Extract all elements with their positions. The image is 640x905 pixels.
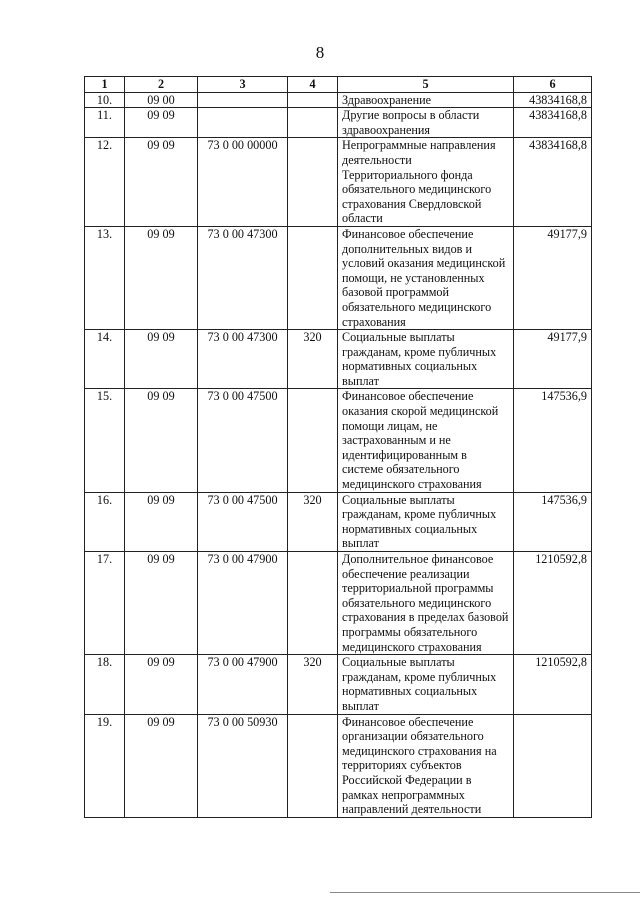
expense-kind-code: 320 [288,330,338,389]
target-code [198,108,288,138]
header-col-1: 1 [85,77,125,93]
amount: 49177,9 [514,330,592,389]
row-number: 11. [85,108,125,138]
amount: 1210592,8 [514,552,592,655]
table-row [85,108,592,138]
target-code: 73 0 00 47900 [198,655,288,714]
header-col-2: 2 [125,77,198,93]
amount: 43834168,8 [514,92,592,108]
row-number: 18. [85,655,125,714]
amount [514,714,592,817]
expense-kind-code [288,389,338,492]
item-name: Другие вопросы в области здравоохранения [338,108,514,138]
row-number: 14. [85,330,125,389]
section-code: 09 09 [125,226,198,329]
table-row [85,552,592,655]
amount: 1210592,8 [514,655,592,714]
table-row [85,389,592,492]
amount: 43834168,8 [514,138,592,227]
row-number: 16. [85,492,125,551]
item-name: Здравоохранение [338,92,514,108]
expense-kind-code: 320 [288,655,338,714]
item-name: Социальные выплаты гражданам, кроме публичных нормативных социальных выплат [338,492,514,551]
target-code: 73 0 00 47900 [198,552,288,655]
expense-kind-code [288,714,338,817]
row-number: 19. [85,714,125,817]
header-col-4: 4 [288,77,338,93]
header-col-5: 5 [338,77,514,93]
table-row [85,330,592,389]
target-code: 73 0 00 47300 [198,226,288,329]
section-code: 09 09 [125,655,198,714]
page-number: 8 [315,43,325,62]
item-name: Финансовое обеспечение организации обязательного медицинского страхования на территориях субъектов Российской Федерации в рамках непрограммных направлений деятельности [338,714,514,817]
target-code: 73 0 00 47300 [198,330,288,389]
item-name: Социальные выплаты гражданам, кроме публичных нормативных социальных выплат [338,330,514,389]
section-code: 09 09 [125,138,198,227]
target-code: 73 0 00 47500 [198,492,288,551]
section-code: 09 09 [125,108,198,138]
table-row [85,226,592,329]
table-row [85,655,592,714]
target-code: 73 0 00 50930 [198,714,288,817]
target-code: 73 0 00 47500 [198,389,288,492]
scan-edge-line [330,892,640,893]
expense-kind-code [288,92,338,108]
section-code: 09 00 [125,92,198,108]
section-code: 09 09 [125,389,198,492]
budget-table [84,76,592,818]
expense-kind-code [288,108,338,138]
target-code: 73 0 00 00000 [198,138,288,227]
table-header-row [85,77,592,93]
expense-kind-code [288,226,338,329]
row-number: 10. [85,92,125,108]
target-code [198,92,288,108]
section-code: 09 09 [125,552,198,655]
section-code: 09 09 [125,714,198,817]
section-code: 09 09 [125,330,198,389]
expense-kind-code [288,552,338,655]
header-col-3: 3 [198,77,288,93]
item-name: Дополнительное финансовое обеспечение реализации территориальной программы обязательного медицинского страхования в пределах базовой программы обязательного медицинского страхования [338,552,514,655]
section-code: 09 09 [125,492,198,551]
expense-kind-code [288,138,338,227]
item-name: Финансовое обеспечение дополнительных видов и условий оказания медицинской помощи, не установленных базовой программой обязательного медицинского страхования [338,226,514,329]
row-number: 13. [85,226,125,329]
row-number: 17. [85,552,125,655]
table-row [85,138,592,227]
item-name: Непрограммные направления деятельности Территориального фонда обязательного медицинского страхования Свердловской области [338,138,514,227]
row-number: 15. [85,389,125,492]
amount: 147536,9 [514,492,592,551]
row-number: 12. [85,138,125,227]
amount: 49177,9 [514,226,592,329]
item-name: Финансовое обеспечение оказания скорой медицинской помощи лицам, не застрахованным и не идентифицированным в системе обязательного медицинского страхования [338,389,514,492]
table-row [85,714,592,817]
expense-kind-code: 320 [288,492,338,551]
table-row [85,492,592,551]
item-name: Социальные выплаты гражданам, кроме публичных нормативных социальных выплат [338,655,514,714]
amount: 43834168,8 [514,108,592,138]
table-row [85,92,592,108]
amount: 147536,9 [514,389,592,492]
header-col-6: 6 [514,77,592,93]
